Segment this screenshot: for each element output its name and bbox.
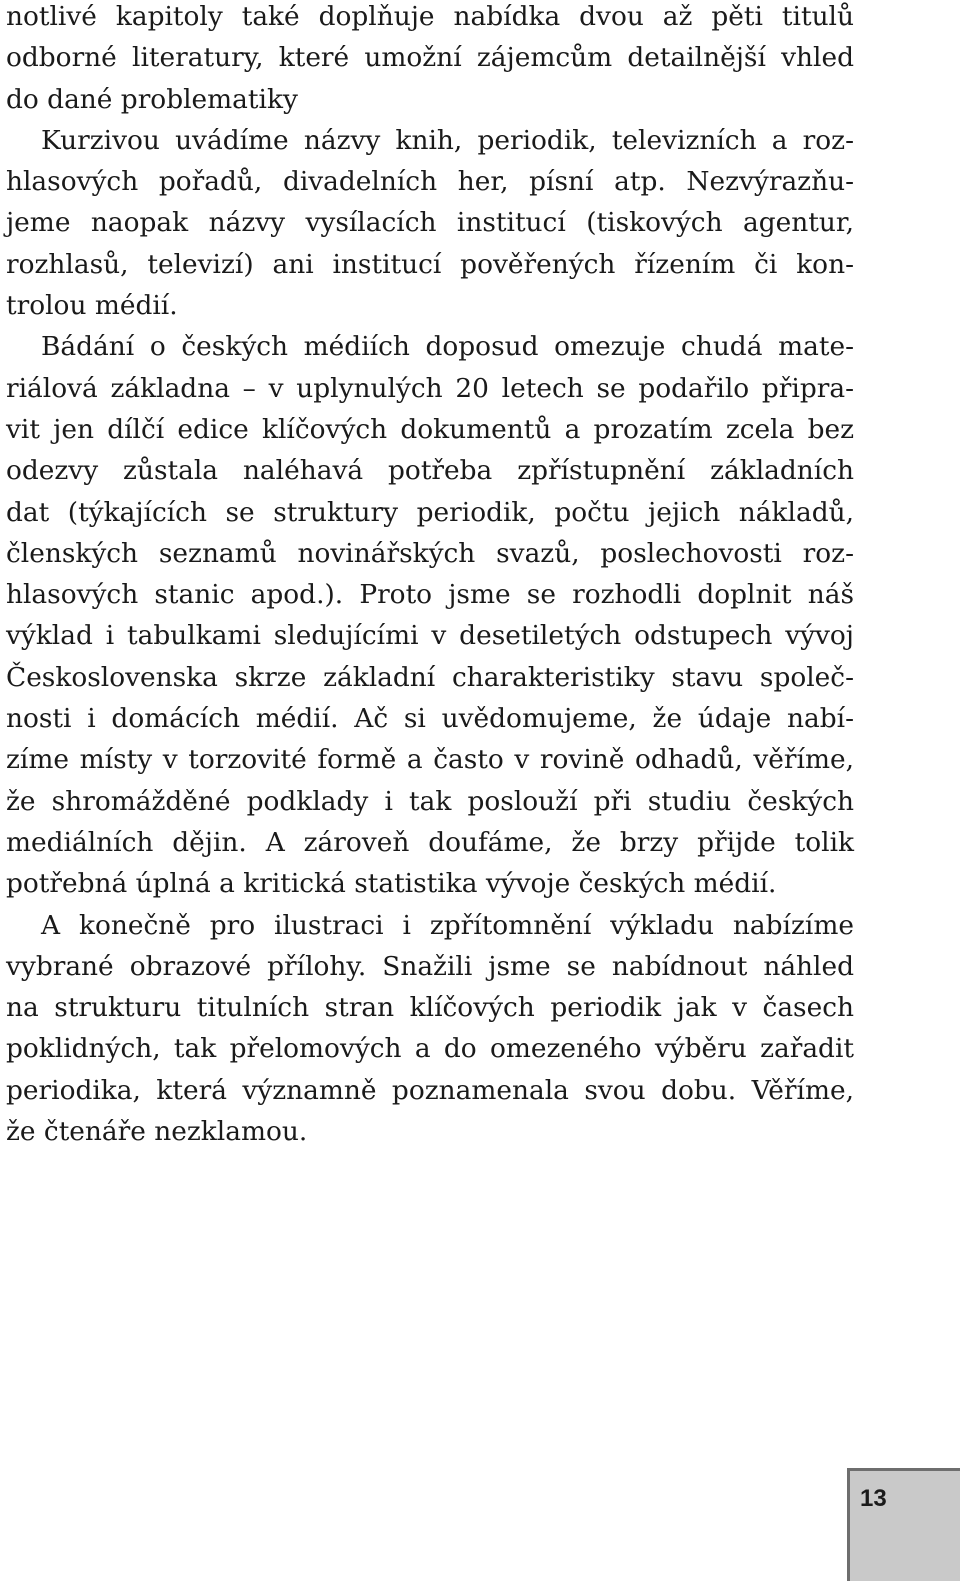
- text-line: hlasových pořadů, divadelních her, písní atp. Nezvýrazňu-: [6, 166, 854, 198]
- text-line: notlivé kapitoly také doplňuje nabídka dvou až pěti titulů: [6, 1, 854, 32]
- text-line: Československa skrze základní charakteristiky stavu společ-: [6, 661, 854, 693]
- text-line: A konečně pro ilustraci i zpřítomnění výkladu nabízíme: [41, 909, 854, 941]
- text-line: periodika, která významně poznamenala svou dobu. Věříme,: [6, 1074, 854, 1106]
- body-text: [6, 0, 854, 1152]
- text-line: odborné literatury, které umožní zájemcům detailnější vhled: [6, 42, 854, 74]
- page-number: 13: [860, 1485, 887, 1512]
- text-line: vybrané obrazové přílohy. Snažili jsme se nabídnout náhled: [6, 950, 854, 982]
- text-line: vit jen dílčí edice klíčových dokumentů a prozatím zcela bez: [6, 413, 854, 445]
- text-line: výklad i tabulkami sledujícími v desetiletých odstupech vývoj: [6, 620, 854, 652]
- text-line: trolou médií.: [6, 290, 178, 322]
- text-line: dat (týkajících se struktury periodik, počtu jejich nákladů,: [6, 496, 854, 528]
- text-line: že shromážděné podklady i tak poslouží při studiu českých: [6, 785, 854, 817]
- text-line: poklidných, tak přelomových a do omezeného výběru zařadit: [6, 1033, 854, 1065]
- text-line: potřebná úplná a kritická statistika vývoje českých médií.: [6, 868, 777, 900]
- text-line: Kurzivou uvádíme názvy knih, periodik, televizních a roz-: [41, 124, 854, 156]
- text-line: odezvy zůstala naléhavá potřeba zpřístupnění základních: [6, 455, 854, 487]
- text-line: na strukturu titulních stran klíčových periodik jak v časech: [6, 992, 854, 1024]
- text-line: jeme naopak názvy vysílacích institucí (tiskových agentur,: [6, 207, 854, 239]
- text-line: hlasových stanic apod.). Proto jsme se rozhodli doplnit náš: [6, 579, 854, 611]
- text-line: riálová základna – v uplynulých 20 letech se podařilo připra-: [6, 372, 854, 404]
- text-line: zíme místy v torzovité formě a často v rovině odhadů, věříme,: [6, 744, 854, 776]
- text-line: členských seznamů novinářských svazů, poslechovosti roz-: [6, 537, 854, 569]
- text-line: rozhlasů, televizí) ani institucí pověřených řízením či kon-: [6, 248, 854, 280]
- text-line: mediálních dějin. A zároveň doufáme, že brzy přijde tolik: [6, 826, 854, 858]
- text-line: Bádání o českých médiích doposud omezuje chudá mate-: [41, 331, 854, 363]
- text-line: do dané problematiky: [6, 83, 298, 115]
- text-line: že čtenáře nezklamou.: [6, 1116, 308, 1148]
- text-line: nosti i domácích médií. Ač si uvědomujeme, že údaje nabí-: [6, 703, 854, 735]
- page-number-box: [847, 1468, 960, 1581]
